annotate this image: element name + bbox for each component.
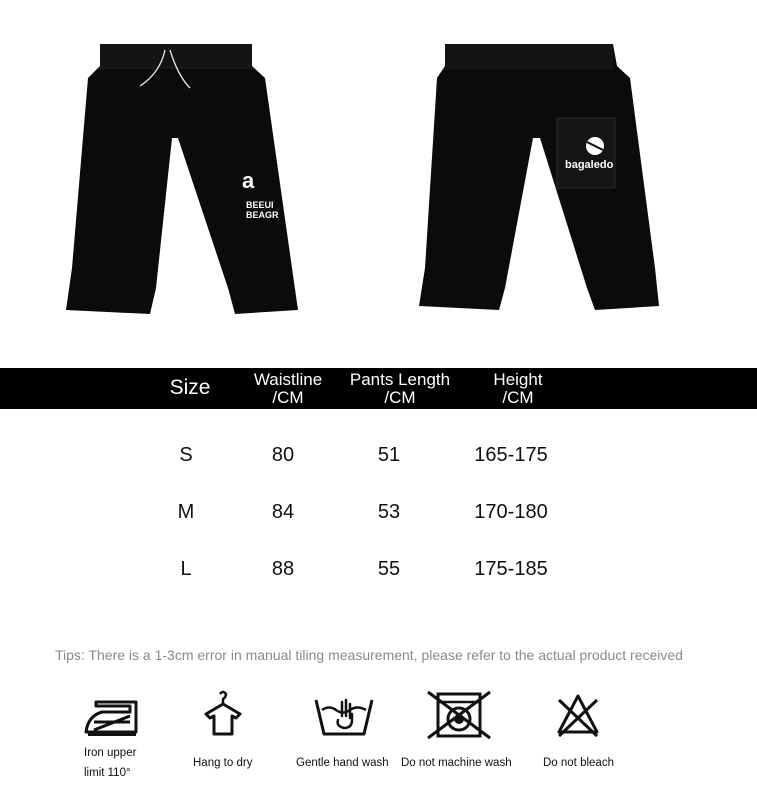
header-height-unit: /CM xyxy=(502,388,534,407)
svg-text:bagaledo: bagaledo xyxy=(565,159,614,171)
svg-text:BEEUI: BEEUI xyxy=(246,200,274,210)
tips-text: Tips: There is a 1-3cm error in manual tiling measurement, please refer to the actual product received xyxy=(55,647,683,663)
row-l-height: 175-185 xyxy=(474,558,548,580)
header-pants-length-unit: /CM xyxy=(384,388,416,407)
header-size: Size xyxy=(169,376,211,399)
svg-text:a: a xyxy=(242,168,255,193)
shorts-front-image xyxy=(60,38,310,323)
no-bleach-label: Do not bleach xyxy=(543,757,614,769)
hand-wash-label: Gentle hand wash xyxy=(296,757,389,769)
iron-icon xyxy=(82,692,142,738)
row-m-height: 170-180 xyxy=(474,501,548,523)
hang-dry-label: Hang to dry xyxy=(193,757,253,769)
row-s-size: S xyxy=(179,444,193,466)
header-height-label: Height xyxy=(493,370,543,389)
header-waistline-label: Waistline xyxy=(253,370,323,389)
no-machine-wash-label: Do not machine wash xyxy=(401,757,512,769)
shorts-back-image xyxy=(415,38,665,323)
row-m-size: M xyxy=(177,501,195,523)
row-m-waistline: 84 xyxy=(271,501,295,523)
row-s-height: 165-175 xyxy=(474,444,548,466)
row-s-pants-length: 51 xyxy=(377,444,401,466)
row-m-pants-length: 53 xyxy=(377,501,401,523)
svg-text:BEAGR: BEAGR xyxy=(246,210,279,220)
hang-dry-icon xyxy=(200,688,246,740)
header-pants-length xyxy=(330,371,470,407)
size-table-header xyxy=(0,368,757,409)
header-height xyxy=(458,371,578,407)
header-pants-length-label: Pants Length xyxy=(349,370,451,389)
row-s-waistline: 80 xyxy=(271,444,295,466)
iron-label-line1: Iron upper xyxy=(84,747,137,759)
row-l-pants-length: 55 xyxy=(377,558,401,580)
iron-label-line2: limit 110° xyxy=(84,767,131,779)
no-bleach-icon xyxy=(555,692,601,738)
row-l-size: L xyxy=(180,558,192,580)
hand-wash-icon xyxy=(312,692,376,738)
header-waistline-unit: /CM xyxy=(272,388,304,407)
no-machine-wash-icon xyxy=(426,690,492,740)
row-l-waistline: 88 xyxy=(271,558,295,580)
